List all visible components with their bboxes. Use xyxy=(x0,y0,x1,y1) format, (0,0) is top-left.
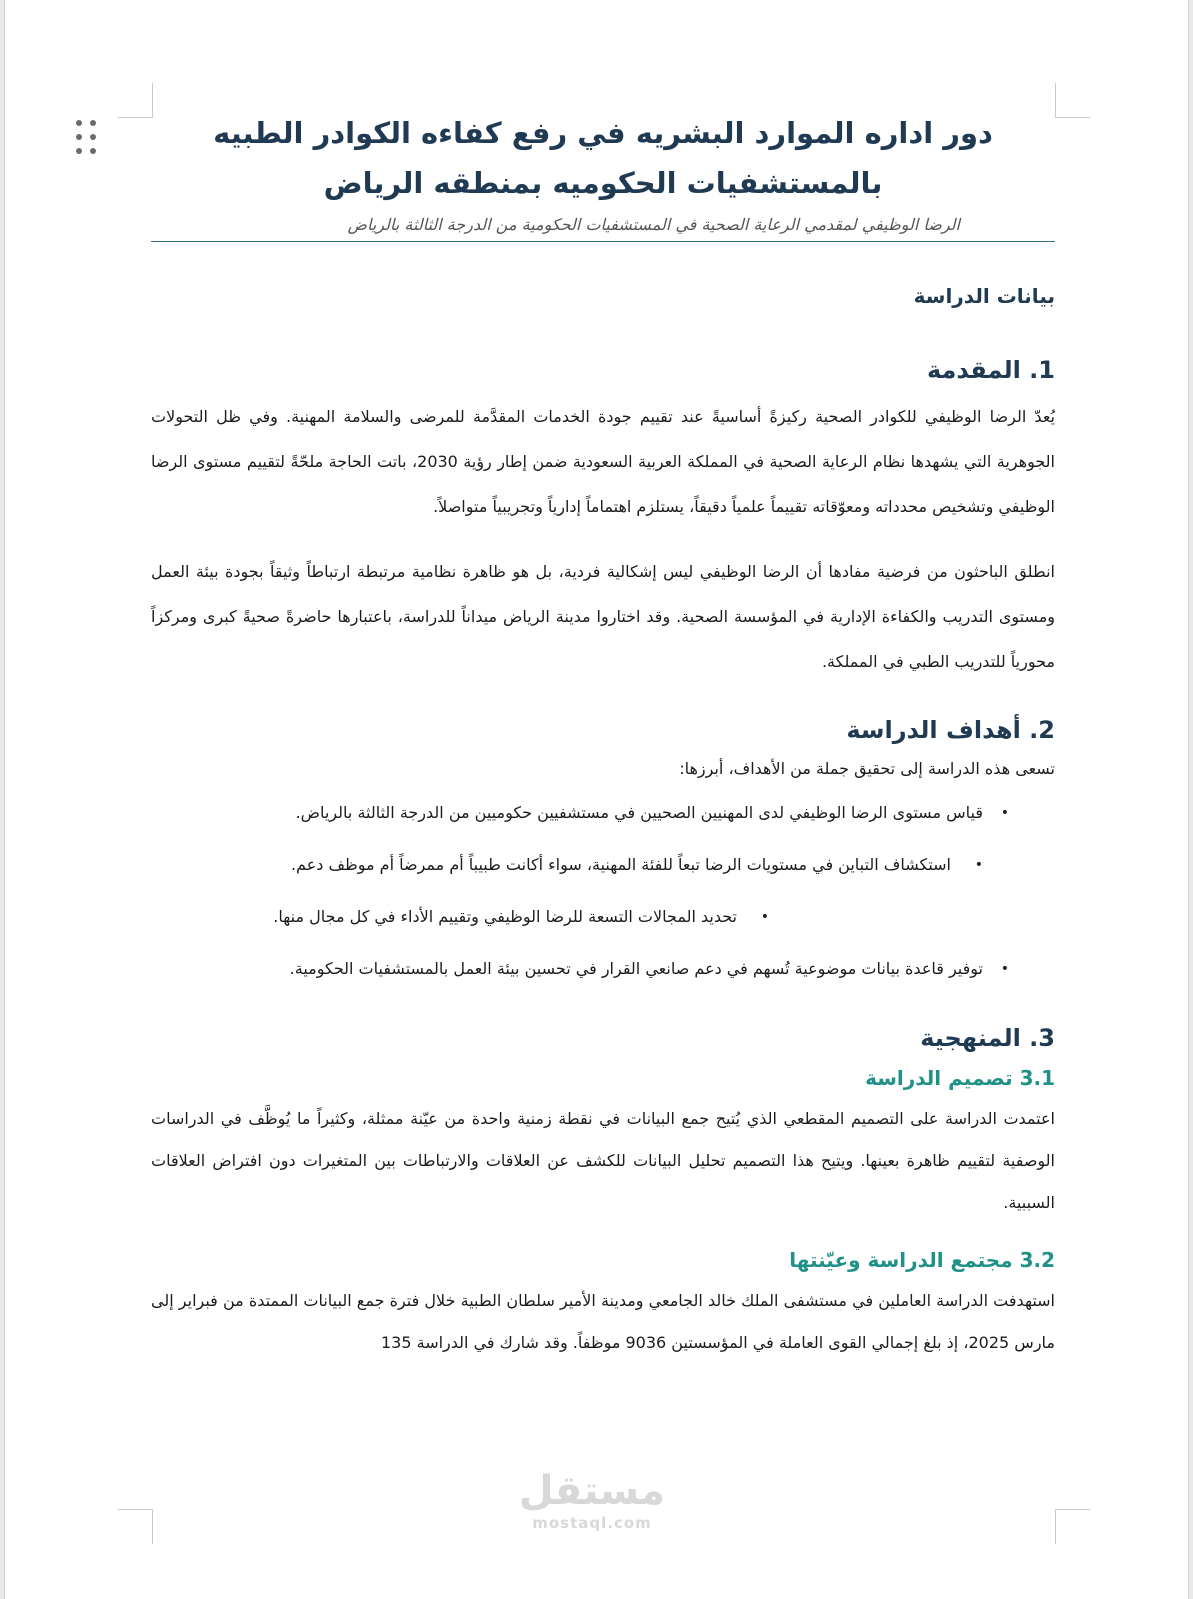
objectives-list xyxy=(151,798,1055,984)
list-item xyxy=(151,902,1055,932)
crop-mark-top-left xyxy=(118,83,153,118)
subsection-heading-population: 3.2 مجتمع الدراسة وعيّنتها xyxy=(789,1248,1055,1272)
population-paragraph: استهدفت الدراسة العاملين في مستشفى الملك خالد الجامعي ومدينة الأمير سلطان الطبية خلال فترة جمع البيانات الممتدة من فبراير إلى مارس 2025، إذ بلغ إجمالي القوى العاملة في المؤسستين 9036 موظفاً. وقد شارك في الدراسة 135 xyxy=(151,1291,1055,1352)
crop-mark-bottom-right xyxy=(1055,1509,1090,1544)
list-item xyxy=(151,954,1055,984)
bullet-icon: • xyxy=(1000,961,1009,977)
bullet-icon: • xyxy=(974,857,983,873)
subsection-heading-design: 3.1 تصميم الدراسة xyxy=(865,1066,1055,1090)
crop-mark-bottom-left xyxy=(118,1509,153,1544)
document-title: دور اداره الموارد البشريه في رفع كفاءه الكوادر الطبيه بالمستشفيات الحكوميه بمنطقه الرياض xyxy=(213,116,993,200)
crop-mark-top-right xyxy=(1055,83,1090,118)
study-data-label: بيانات الدراسة xyxy=(913,284,1055,308)
list-item xyxy=(151,850,1055,880)
bullet-icon: • xyxy=(760,909,769,925)
watermark-arabic: مستقل xyxy=(518,1468,666,1514)
objective-text: توفير قاعدة بيانات موضوعية تُسهم في دعم صانعي القرار في تحسين بيئة العمل بالمستشفيات الحكومية. xyxy=(289,959,983,978)
introduction-paragraph: انطلق الباحثون من فرضية مفادها أن الرضا الوظيفي ليس إشكالية فردية، بل هو ظاهرة نظامية مرتبطة ارتباطاً وثيقاً بجودة بيئة العمل ومستوى التدريب والكفاءة الإدارية في المؤسسة الصحية. وقد اختاروا مدينة الرياض ميداناً للدراسة، باعتبارها حاضرةً صحيةً كبرى ومركزاً محورياً للتدريب الطبي في المملكة. xyxy=(151,562,1055,671)
document-subtitle: الرضا الوظيفي لمقدمي الرعاية الصحية في المستشفيات الحكومية من الدرجة الثالثة بالرياض xyxy=(151,212,1055,242)
section-heading-introduction: 1. المقدمة xyxy=(926,356,1055,384)
objectives-lead: تسعى هذه الدراسة إلى تحقيق جملة من الأهداف، أبرزها: xyxy=(679,759,1055,778)
section-heading-methodology: 3. المنهجية xyxy=(920,1024,1055,1052)
design-paragraph: اعتمدت الدراسة على التصميم المقطعي الذي يُتيح جمع البيانات في نقطة زمنية واحدة من عيّنة ممثلة، وكثيراً ما يُوظَّف في الدراسات الوصفية لتقييم ظاهرة بعينها. ويتيح هذا التصميم تحليل البيانات للكشف عن العلاقات والارتباطات بين المتغيرات دون افتراض العلاقات السببية. xyxy=(151,1109,1055,1212)
bullet-icon: • xyxy=(1000,805,1009,821)
document-page xyxy=(4,0,1189,1599)
document-body xyxy=(151,108,1055,1384)
section-heading-objectives: 2. أهداف الدراسة xyxy=(846,716,1055,744)
objective-text: قياس مستوى الرضا الوظيفي لدى المهنيين الصحيين في مستشفيين حكوميين من الدرجة الثالثة بالرياض. xyxy=(295,803,983,822)
watermark-logo xyxy=(517,1468,667,1532)
introduction-paragraph: يُعدّ الرضا الوظيفي للكوادر الصحية ركيزةً أساسيةً عند تقييم جودة الخدمات المقدَّمة للمرضى والسلامة المهنية. وفي ظل التحولات الجوهرية التي يشهدها نظام الرعاية الصحية في المملكة العربية السعودية ضمن إطار رؤية 2030، باتت الحاجة ملحّةً لتقييم مستوى الرضا الوظيفي وتشخيص محدداته ومعوّقاته تقييماً علمياً دقيقاً، يستلزم اهتماماً إدارياً وتجريبياً متواصلاً. xyxy=(151,407,1056,516)
objective-text: تحديد المجالات التسعة للرضا الوظيفي وتقييم الأداء في كل مجال منها. xyxy=(273,907,737,926)
drag-handle-icon[interactable] xyxy=(76,120,98,158)
objective-text: استكشاف التباين في مستويات الرضا تبعاً للفئة المهنية، سواء أكانت طبيباً أم ممرضاً أم موظف دعم. xyxy=(290,855,951,874)
watermark-latin: mostaql.com xyxy=(532,1514,652,1532)
list-item xyxy=(151,798,1055,828)
